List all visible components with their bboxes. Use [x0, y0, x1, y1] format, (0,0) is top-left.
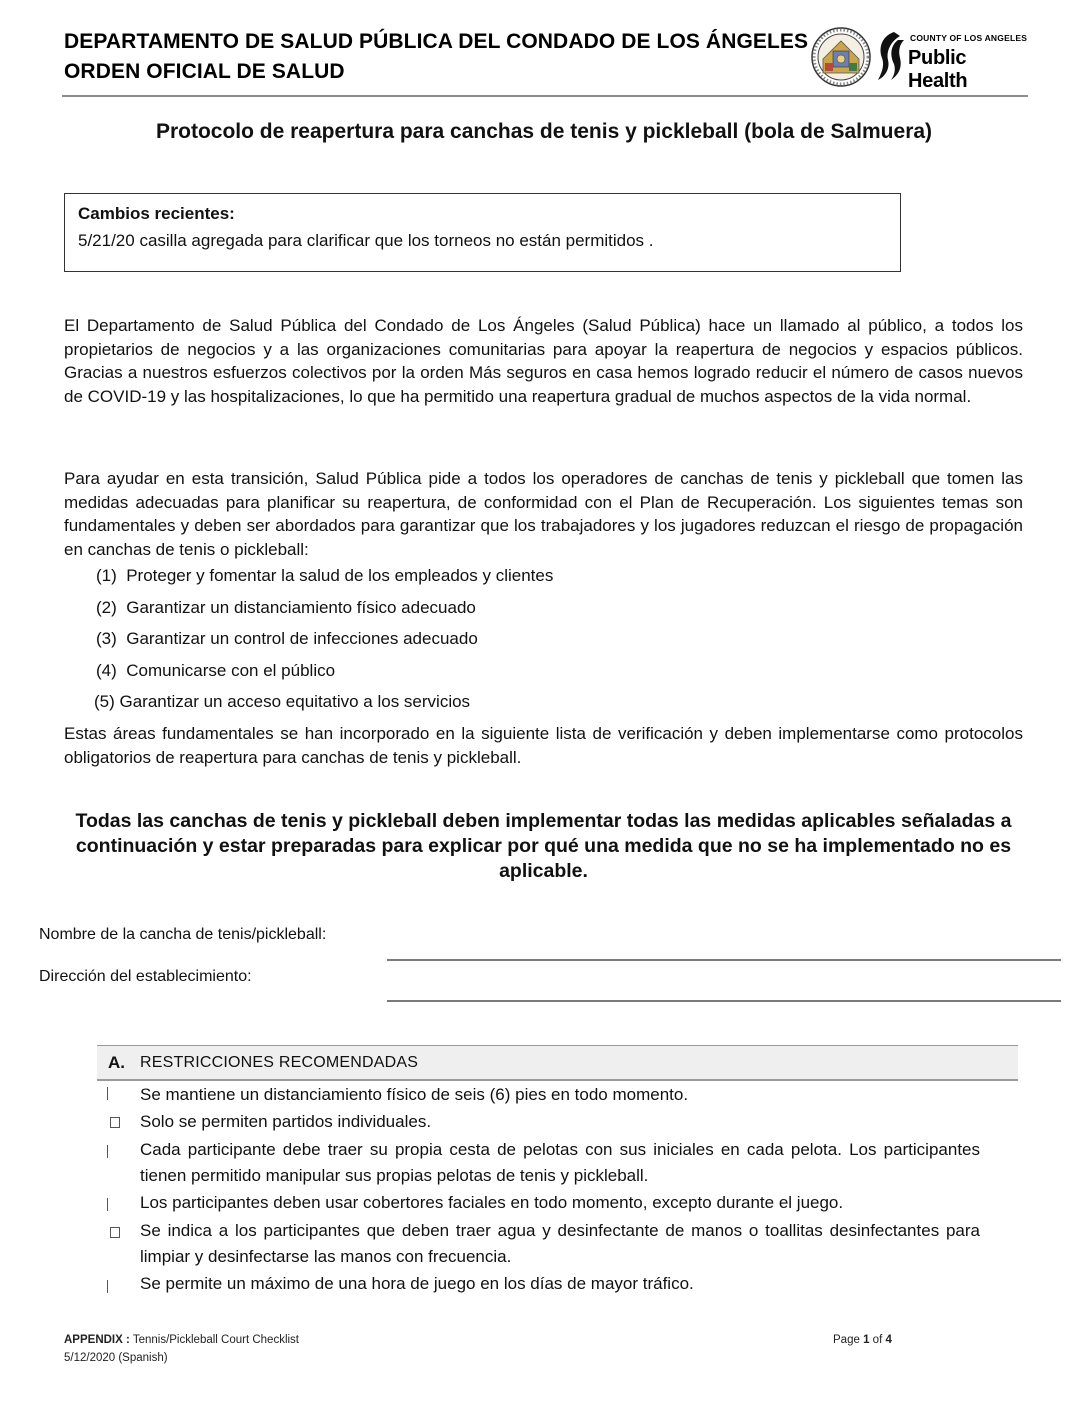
checklist-item: Se indica a los participantes que deben traer agua y desinfectante de manos o toallitas desinfectantes para limpiar y desinfectarse las manos con frecuencia.	[140, 1221, 980, 1266]
checkbox-marker[interactable]	[107, 1087, 116, 1100]
public-health-logo	[876, 28, 1028, 92]
checklist-item: Solo se permiten partidos individuales.	[140, 1112, 432, 1131]
court-name-field[interactable]	[387, 959, 1061, 961]
order-heading: ORDEN OFICIAL DE SALUD	[64, 60, 345, 83]
department-heading: DEPARTAMENTO DE SALUD PÚBLICA DEL CONDADO DE LOS ÁNGELES	[64, 30, 809, 53]
checklist-item: Se mantiene un distanciamiento físico de seis (6) pies en todo momento.	[140, 1085, 689, 1104]
intro-paragraph: El Departamento de Salud Pública del Condado de Los Ángeles (Salud Pública) hace un llamado al público, a todos los propietarios de negocios y a las organizaciones comunitarias para apoyar la reapertura de negocios y espacios públicos. Gracias a nuestros esfuerzos colectivos por la orden Más seguros en casa hemos logrado reducir el número de casos nuevos de COVID-19 y las hospitalizaciones, lo que ha permitido una reapertura gradual de muchos aspectos de la vida normal.	[64, 316, 1023, 406]
footer-page-total: 4	[885, 1334, 892, 1346]
footer-appendix	[64, 1334, 299, 1346]
address-field[interactable]	[387, 1000, 1061, 1002]
logo-public-health-text: Public Health	[908, 47, 968, 92]
logo-county-text: COUNTY OF LOS ANGELES	[910, 33, 1028, 43]
address-label: Dirección del establecimiento:	[39, 968, 252, 985]
court-name-label: Nombre de la cancha de tenis/pickleball:	[39, 926, 327, 943]
footer-appendix-label: APPENDIX :	[64, 1334, 130, 1346]
footer-date: 5/12/2020 (Spanish)	[64, 1352, 168, 1364]
footer-page-current: 1	[863, 1334, 870, 1346]
footer-page-of: of	[872, 1334, 883, 1346]
checklist-item: Los participantes deben usar cobertores faciales en todo momento, excepto durante el juego.	[140, 1193, 844, 1212]
section-letter: A.	[108, 1053, 125, 1072]
checkbox[interactable]	[110, 1227, 120, 1238]
checkbox-marker[interactable]	[107, 1145, 116, 1158]
checkbox-marker[interactable]	[107, 1280, 116, 1293]
key-area-item: (4) Comunicarse con el público	[96, 661, 336, 680]
recent-changes-text: 5/21/20 casilla agregada para clarificar que los torneos no están permitidos .	[78, 231, 654, 250]
section-header	[97, 1045, 1018, 1081]
checklist-item: Se permite un máximo de una hora de juego en los días de mayor tráfico.	[140, 1274, 694, 1293]
checkbox[interactable]	[110, 1117, 120, 1128]
header-divider	[62, 95, 1028, 97]
key-area-item: (5) Garantizar un acceso equitativo a los servicios	[94, 692, 471, 711]
county-seal-icon	[811, 27, 871, 87]
checklist-item: Cada participante debe traer su propia cesta de pelotas con sus iniciales en cada pelota. Los participantes tienen permitido manipular sus propias pelotas de tenis y pickleball.	[140, 1140, 980, 1185]
public-health-mark-icon	[876, 30, 906, 82]
recent-changes-box	[64, 193, 901, 272]
mandate-statement: Todas las canchas de tenis y pickleball deben implementar todas las medidas aplicables señaladas a continuación y estar preparadas para explicar por qué una medida que no se ha implementado no es aplicable.	[75, 810, 1012, 882]
transition-paragraph: Para ayudar en esta transición, Salud Pública pide a todos los operadores de canchas de tenis y pickleball que tomen las medidas adecuadas para planificar su reapertura, de conformidad con el Plan de Recuperación. Los siguientes temas son fundamentales y deben ser abordados para garantizar que los trabajadores y los jugadores reduzcan el riesgo de propagación en canchas de tenis o pickleball:	[64, 469, 1023, 559]
footer-appendix-text: Tennis/Pickleball Court Checklist	[132, 1334, 300, 1346]
footer-page-word: Page	[833, 1334, 860, 1346]
recent-changes-heading: Cambios recientes:	[78, 204, 235, 223]
key-area-item: (1) Proteger y fomentar la salud de los empleados y clientes	[96, 566, 554, 585]
checkbox-marker[interactable]	[107, 1198, 116, 1211]
key-area-item: (3) Garantizar un control de infecciones adecuado	[96, 629, 478, 648]
key-area-item: (2) Garantizar un distanciamiento físico adecuado	[96, 598, 476, 617]
footer-page-number	[833, 1334, 892, 1346]
page-title: Protocolo de reapertura para canchas de tenis y pickleball (bola de Salmuera)	[155, 120, 933, 143]
section-title: RESTRICCIONES RECOMENDADAS	[140, 1054, 419, 1071]
areas-paragraph: Estas áreas fundamentales se han incorporado en la siguiente lista de verificación y deben implementarse como protocolos obligatorios de reapertura para canchas de tenis y pickleball.	[64, 724, 1023, 767]
